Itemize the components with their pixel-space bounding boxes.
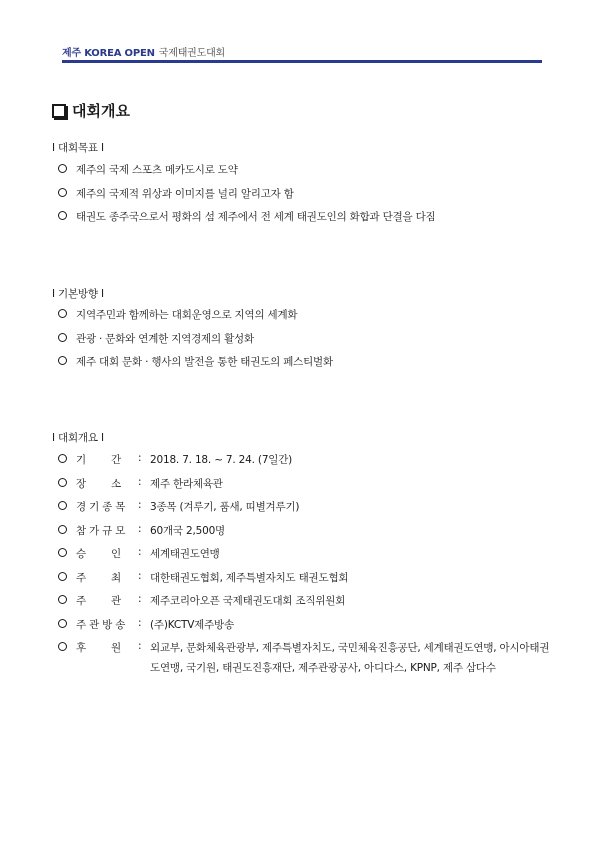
overview-row: 경 기 종 목 : 3종목 (겨루기, 품새, 띠별겨루기) (58, 499, 550, 523)
row-label: 승 인 (76, 548, 121, 560)
row-value: 3종목 (겨루기, 품새, 띠별겨루기) (150, 501, 300, 513)
row-value: 2018. 7. 18. ~ 7. 24. (7일간) (150, 454, 293, 466)
list-item (58, 209, 436, 233)
list-item-text: 태권도 종주국으로서 평화의 섬 제주에서 전 세계 태권도인의 화합과 단결을 다짐 (76, 211, 436, 223)
overview-list (58, 452, 550, 700)
ring-bullet-icon (58, 211, 67, 220)
row-value: 60개국 2,500명 (150, 524, 225, 537)
ring-bullet-icon (58, 356, 67, 365)
ring-bullet-icon (58, 619, 67, 628)
header-subtitle: 국제태권도대회 (158, 48, 226, 59)
ring-bullet-icon (58, 333, 67, 342)
row-label: 주 최 (76, 571, 121, 584)
overview-row: 기 간 : 2018. 7. 18. ~ 7. 24. (7일간) (58, 452, 550, 476)
row-value: 대한태권도협회, 제주특별자치도 태권도협회 (150, 571, 349, 584)
list-item (58, 186, 436, 210)
page-title-text: 대회개요 (72, 102, 130, 120)
overview-row: 주 관 : 제주코리아오픈 국제태권도대회 조직위원회 (58, 593, 550, 617)
square-bullet-icon (52, 104, 66, 118)
row-label: 장 소 (76, 477, 121, 490)
ring-bullet-icon (58, 309, 67, 318)
list-item (58, 162, 436, 186)
ring-bullet-icon (58, 642, 67, 651)
row-value: 제주 한라체육관 (150, 477, 223, 490)
direction-heading: I 기본방향 I (52, 288, 104, 300)
row-label: 경 기 종 목 (76, 501, 126, 513)
ring-bullet-icon (58, 454, 67, 463)
row-value: (주)KCTV제주방송 (150, 618, 234, 631)
list-item-text: 제주의 국제적 위상과 이미지를 널리 알리고자 함 (76, 187, 294, 200)
goals-heading: I 대회목표 I (52, 142, 104, 154)
direction-list (58, 307, 333, 378)
overview-row: 주 최 : 대한태권도협회, 제주특별자치도 태권도협회 (58, 570, 550, 594)
row-label: 참 가 규 모 (76, 524, 126, 537)
row-value: 제주코리아오픈 국제태권도대회 조직위원회 (150, 595, 346, 607)
list-item-text: 관광 · 문화와 연계한 지역경제의 활성화 (76, 332, 254, 345)
overview-row: 승 인 : 세계태권도연맹 (58, 546, 550, 570)
header-brand: 제주 KOREA OPEN (62, 48, 155, 59)
list-item (58, 354, 333, 378)
ring-bullet-icon (58, 525, 67, 534)
list-item (58, 331, 333, 355)
page-title (52, 100, 130, 121)
overview-row: 주 관 방 송 : (주)KCTV제주방송 (58, 617, 550, 641)
ring-bullet-icon (58, 164, 67, 173)
list-item-text: 제주의 국제 스포츠 메카도시로 도약 (76, 164, 238, 176)
ring-bullet-icon (58, 501, 67, 510)
row-label: 주 관 방 송 (76, 618, 126, 631)
running-header (62, 44, 225, 59)
list-item-text: 제주 대회 문화 · 행사의 발전을 통한 태권도의 페스티벌화 (76, 356, 333, 368)
ring-bullet-icon (58, 478, 67, 487)
row-value: 세계태권도연맹 (150, 548, 220, 560)
ring-bullet-icon (58, 188, 67, 197)
overview-row: 후 원 : 외교부, 문화체육관광부, 제주특별자치도, 국민체육진흥공단, 세계태권도연맹, 아시아태권도연맹, 국기원, 태권도진흥재단, 제주관광공사, 아디다스, KPNP, 제주 삼다수 (58, 640, 550, 700)
ring-bullet-icon (58, 572, 67, 581)
ring-bullet-icon (58, 548, 67, 557)
row-label: 주 관 (76, 595, 121, 607)
goals-list (58, 162, 436, 233)
row-value: 외교부, 문화체육관광부, 제주특별자치도, 국민체육진흥공단, 세계태권도연맹, 아시아태권도연맹, 국기원, 태권도진흥재단, 제주관광공사, 아디다스, KPNP, 제주 삼다수 (150, 642, 550, 674)
row-label: 기 간 (76, 454, 121, 466)
list-item (58, 307, 333, 331)
ring-bullet-icon (58, 595, 67, 604)
overview-row: 장 소 : 제주 한라체육관 (58, 476, 550, 500)
header-rule (62, 60, 542, 63)
overview-row: 참 가 규 모 : 60개국 2,500명 (58, 523, 550, 547)
row-label: 후 원 (76, 642, 121, 654)
list-item-text: 지역주민과 함께하는 대회운영으로 지역의 세계화 (76, 309, 298, 321)
overview-heading: I 대회개요 I (52, 432, 104, 444)
